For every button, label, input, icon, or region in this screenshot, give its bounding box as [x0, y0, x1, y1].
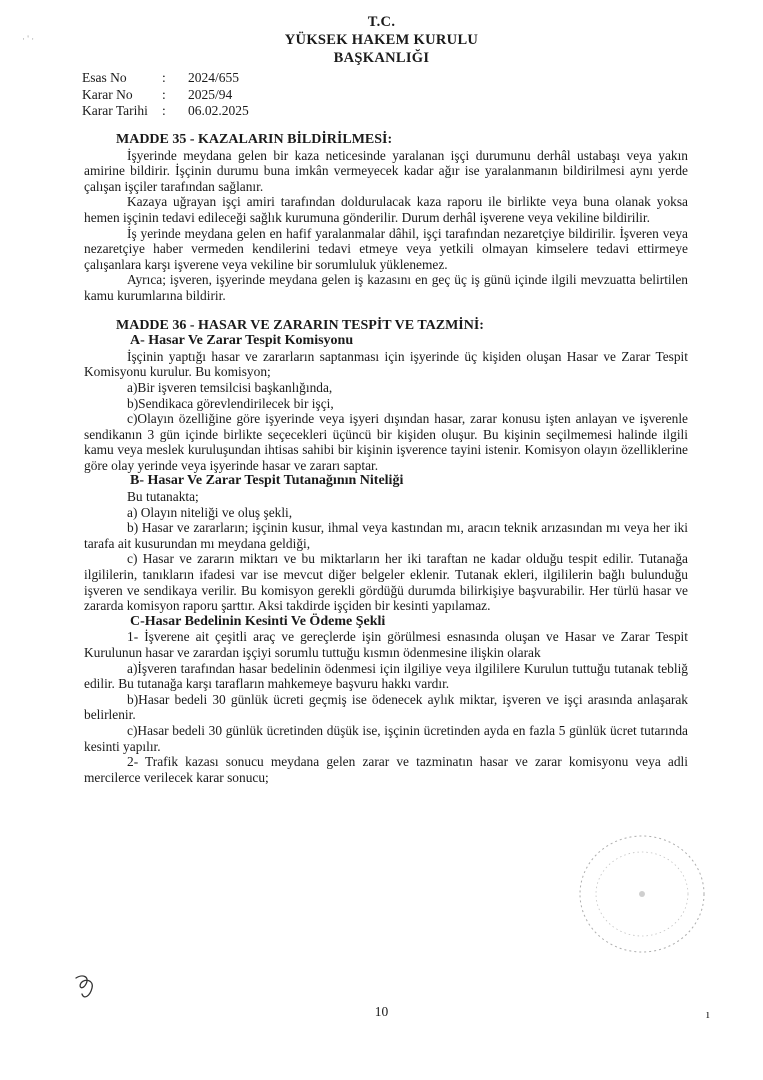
paragraph: 2- Trafik kazası sonucu meydana gelen zarar ve tazminatın hasar ve zarar komisyonu veya adli mercilerce verilecek karar sonucu; [84, 754, 688, 785]
article-36-heading: MADDE 36 - HASAR VE ZARARIN TESPİT VE TAZMİNİ: [116, 317, 484, 333]
meta-key: Esas No [82, 70, 127, 85]
section-a-heading: A- Hasar Ve Zarar Tespit Komisyonu [130, 333, 354, 349]
meta-karar-tarihi [82, 103, 249, 120]
case-meta [82, 70, 249, 120]
paragraph: İşçinin yaptığı hasar ve zararların saptanması için işyerinde üç kişiden oluşan Hasar ve Zarar Tespit Komisyonu kurulur. Bu komisyon; [84, 348, 688, 380]
header-department: BAŞKANLIĞI [333, 50, 430, 66]
meta-value: 06.02.2025 [188, 103, 249, 118]
corner-mark: · ' · [22, 34, 35, 44]
list-item: a)Bir işveren temsilcisi başkanlığında, [127, 379, 333, 395]
paragraph: Bu tutanakta; [127, 489, 199, 505]
section-c-heading: C-Hasar Bedelinin Kesinti Ve Ödeme Şekli [130, 613, 386, 629]
page-number: 10 [374, 1004, 389, 1019]
list-item: c)Olayın özelliğine göre işyerinde veya işyeri dışından hasar, zarar konusu işten anlayan ve işverenle sendikanın 3 gün içinde birlikte seçecekleri üçüncü bir kişiden oluşur. Bu kişinin seçilmemesi halinde ilgili kamu veya meslek kuruluşundan ihtisas sahibi bir kişinin işverence tayini istenir. Komisyon olayın özelliklerine göre olay yerinde veya işyerinde hasar ve zararı saptar. [84, 411, 688, 473]
margin-tick: ı [706, 1006, 710, 1021]
meta-key: Karar Tarihi [82, 103, 148, 118]
list-item: a)İşveren tarafından hasar bedelinin ödenmesi için ilgiliye veya ilgililere Kurulun tuttuğu tutanak tebliğ edilir. Bu tutanağa karşı tarafların mahkemeye başvuru hakkı vardır. [84, 660, 688, 692]
header-institution: YÜKSEK HAKEM KURULU [284, 32, 479, 48]
article-35-heading: MADDE 35 - KAZALARIN BİLDİRİLMESİ: [116, 132, 393, 147]
meta-sep: : [162, 103, 166, 118]
section-b-heading: B- Hasar Ve Zarar Tespit Tutanağının Niteliği [130, 473, 404, 489]
meta-sep: : [162, 86, 166, 102]
meta-key: Karar No [82, 86, 133, 102]
meta-esas-no [82, 70, 249, 87]
meta-karar-no [82, 87, 249, 104]
paragraph: Ayrıca; işveren, işyerinde meydana gelen iş kazasını en geç üç iş günü içinde ilgili mevzuatta belirtilen kamu kurumlarına bildirir. [84, 272, 688, 303]
list-item: c) Hasar ve zararın miktarı ve bu miktarların her iki taraftan ne kadar olduğu tespit edilir. Tutanağa ilgililerin, tanıkların ifadesi var ise mevcut diğer belgeler eklenir. Tutanak ekleri, ilgililerin bağlı bulunduğu işveren ve sendikaya verilir. Bu komisyon gerekli gördüğü durumda bilirkişiye başvurabilir. Her türlü hasar ve zararda komisyon raporu şarttır. Aksi takdirde işçiden bir kesinti yapılamaz. [84, 551, 688, 614]
paragraph: 1- İşverene ait çeşitli araç ve gereçlerde işin görülmesi esnasında oluşan ve Hasar ve Zarar Tespit Kurulunun hasar ve zarardan işçiyi sorumlu tuttuğu kısmın ödenmesine ilişkin olarak [84, 629, 688, 660]
official-stamp [560, 826, 710, 966]
list-item: c)Hasar bedeli 30 günlük ücretinden düşük ise, işçinin ücretinden ayda en fazla 5 günlük ücret tutarında kesinti yapılır. [84, 722, 688, 754]
list-item: b)Hasar bedeli 30 günlük ücreti geçmiş ise ödenecek aylık miktar, işveren ve işçi arasında anlaşarak belirlenir. [84, 691, 688, 723]
meta-value: 2025/94 [188, 86, 233, 102]
paragraph: İş yerinde meydana gelen en hafif yaralanmalar dâhil, işçi tarafından nezaretçiye bildirilir. İşveren veya nezaretçiye haber vermeden kendilerini tedavi etmeye veya yetkili olmayan kimselere tedavi ettirmeye çalışanlara karşı işverene veya vekiline bir sorumluluk yüklenemez. [84, 225, 688, 272]
handwritten-signature [72, 972, 106, 1002]
list-item: a) Olayın niteliği ve oluş şekli, [127, 504, 293, 520]
header-tc: T.C. [367, 14, 396, 30]
meta-value: 2024/655 [188, 70, 240, 85]
meta-sep: : [162, 70, 166, 85]
list-item: b) Hasar ve zararların; işçinin kusur, ihmal veya kastından mı, aracın teknik arızasından mı veya her iki tarafa ait kusurundan mı meydana geldiği, [84, 520, 688, 551]
list-item: b)Sendikaca görevlendirilecek bir işçi, [127, 395, 334, 411]
document-body [84, 132, 688, 785]
paragraph: İşyerinde meydana gelen bir kaza neticesinde yaralanan işçi durumunu derhâl ustabaşı veya yakın amirine bildirir. İşçinin durumu buna imkân vermeyecek kadar ağır ise yaralanmanın bildirilmesi aynı yerde çalışan işçiler tarafından sağlanır. [84, 147, 688, 194]
paragraph: Kazaya uğrayan işçi amiri tarafından doldurulacak kaza raporu ile birlikte veya buna olanak yoksa hemen işçinin tedavi edileceği sağlık kurumuna gönderilir. Durum derhâl işverene veya vekiline bildirilir. [84, 194, 688, 225]
